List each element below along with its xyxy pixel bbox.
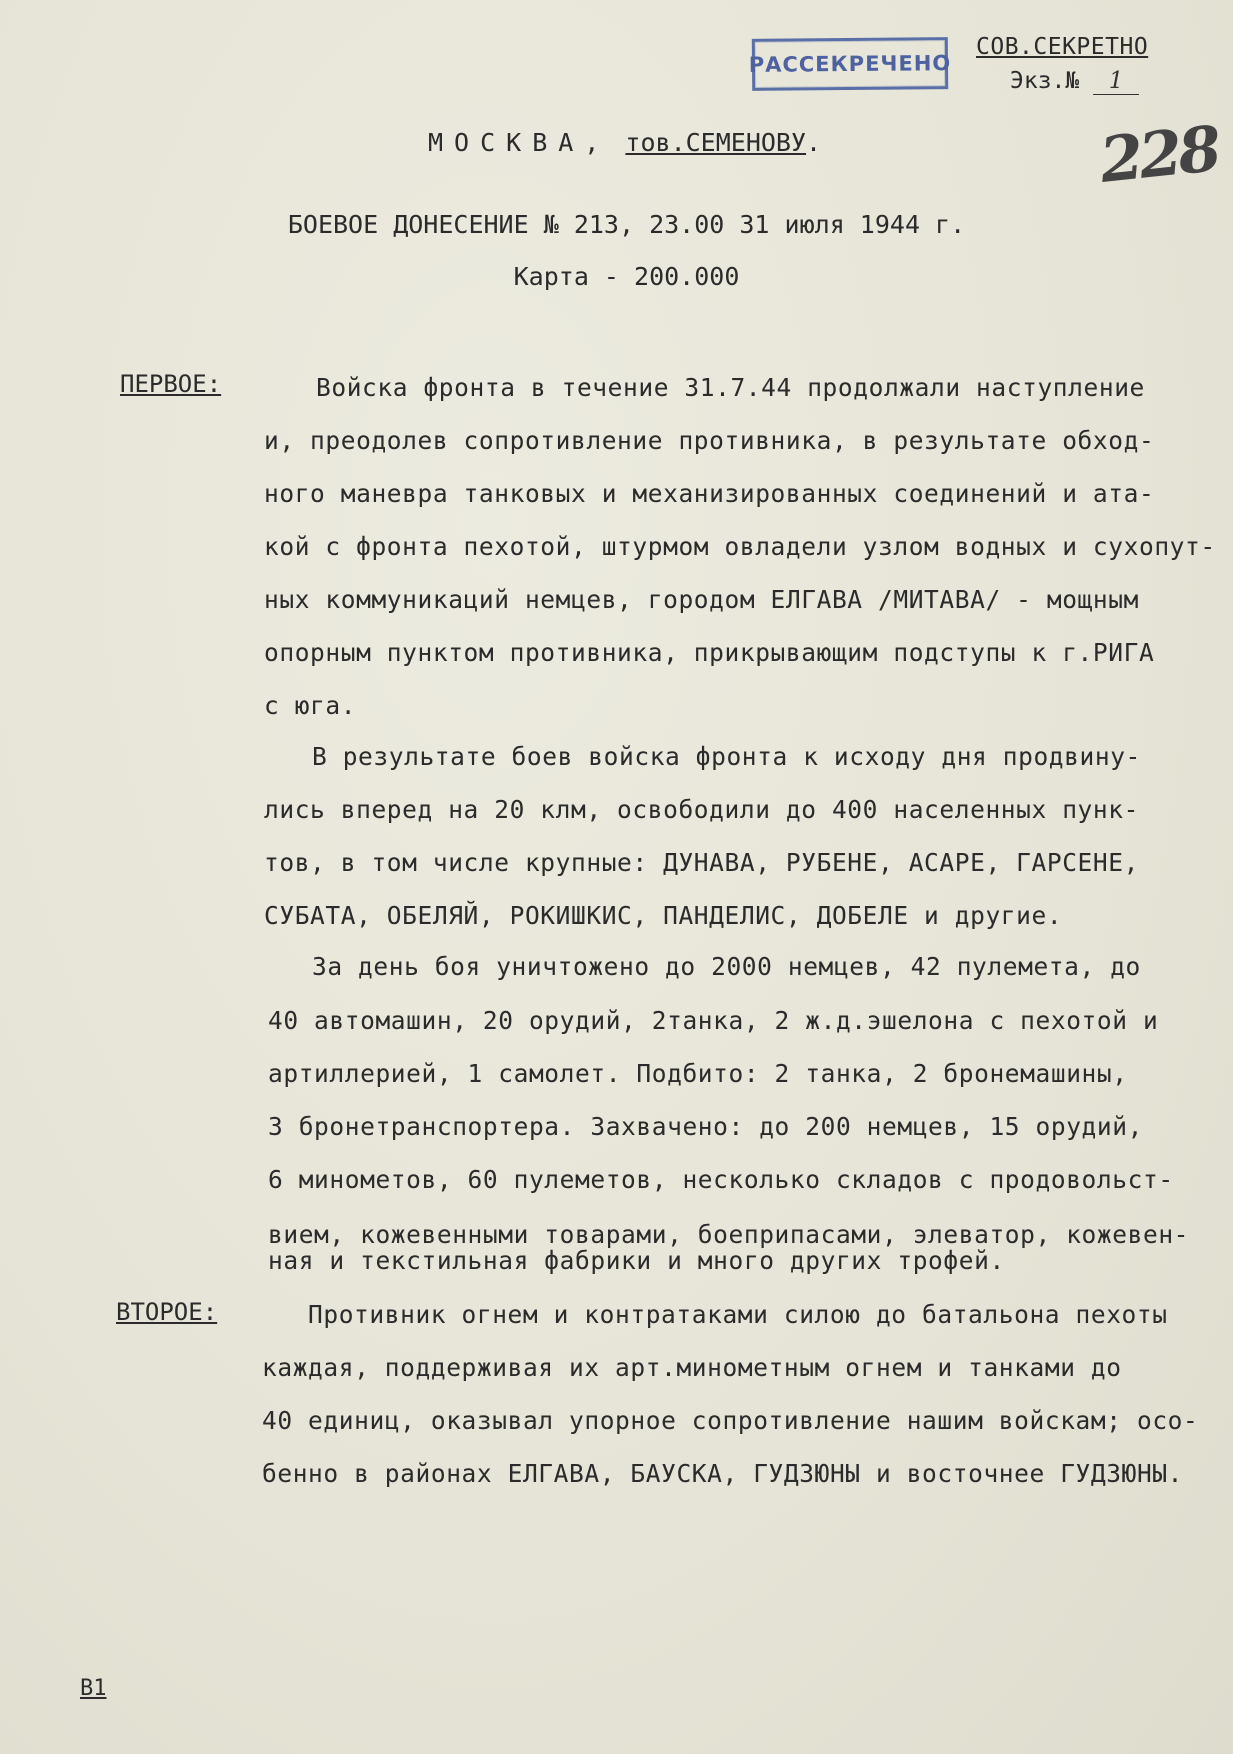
text-line: артиллерией, 1 самолет. Подбито: 2 танка, 2 бронемашины, <box>268 1059 1128 1088</box>
classification-mark: СОВ.СЕКРЕТНО <box>976 34 1149 60</box>
text-line: В результате боев войска фронта к исходу дня продвину- <box>312 742 1141 771</box>
copy-number-line <box>1010 68 1139 95</box>
text-line: За день боя уничтожено до 2000 немцев, 42 пулемета, до <box>312 952 1141 981</box>
copy-label: Экз.№ <box>1010 68 1080 94</box>
text-line: с юга. <box>264 691 357 720</box>
text-line: ная и текстильная фабрики и много других трофей. <box>268 1246 1005 1275</box>
text-line: Войска фронта в течение 31.7.44 продолжали наступление <box>316 373 1145 402</box>
addressee <box>428 128 821 157</box>
text-line: опорным пунктом противника, прикрывающим подступы к г.РИГА <box>264 638 1155 667</box>
text-line: ного маневра танковых и механизированных соединений и ата- <box>264 479 1155 508</box>
text-line: кой с фронта пехотой, штурмом овладели узлом водных и сухопут- <box>264 532 1216 561</box>
declassified-stamp: РАССЕКРЕЧЕНО <box>752 37 948 91</box>
addressee-person: тов.СЕМЕНОВУ <box>625 128 807 157</box>
text-line: каждая, поддерживая их арт.минометным огнем и танками до <box>262 1353 1122 1382</box>
map-reference: Карта - 200.000 <box>513 262 740 291</box>
text-line: вием, кожевенными товарами, боеприпасами, элеватор, кожевен- <box>268 1220 1190 1249</box>
text-line: Противник огнем и контратаками силою до батальона пехоты <box>308 1300 1168 1329</box>
text-line: 40 единиц, оказывал упорное сопротивление нашим войскам; осо- <box>262 1406 1199 1435</box>
text-line: 6 минометов, 60 пулеметов, несколько складов с продовольст- <box>268 1165 1174 1194</box>
text-line: тов, в том числе крупные: ДУНАВА, РУБЕНЕ, АСАРЕ, ГАРСЕНЕ, <box>264 848 1139 877</box>
addressee-period: . <box>806 128 822 157</box>
text-line: ных коммуникаций немцев, городом ЕЛГАВА /МИТАВА/ - мощным <box>264 585 1139 614</box>
text-line: бенно в районах ЕЛГАВА, БАУСКА, ГУДЗЮНЫ и восточнее ГУДЗЮНЫ. <box>262 1459 1184 1488</box>
handwritten-page-number: 228 <box>1096 112 1221 197</box>
text-line: 3 бронетранспортера. Захвачено: до 200 немцев, 15 орудий, <box>268 1112 1143 1141</box>
document-title: БОЕВОЕ ДОНЕСЕНИЕ № 213, 23.00 31 июля 1944 г. <box>287 210 966 239</box>
text-line: СУБАТА, ОБЕЛЯЙ, РОКИШКИС, ПАНДЕЛИС, ДОБЕЛЕ и другие. <box>264 901 1063 930</box>
text-line: лись вперед на 20 клм, освободили до 400 населенных пунк- <box>264 795 1139 824</box>
section-label-second: ВТОРОЕ: <box>116 1298 218 1326</box>
section-label-first: ПЕРВОЕ: <box>120 370 222 398</box>
text-line: и, преодолев сопротивление противника, в результате обход- <box>264 426 1155 455</box>
copy-number: 1 <box>1093 68 1139 95</box>
footer-mark: В1 <box>80 1676 107 1701</box>
text-line: 40 автомашин, 20 орудий, 2танка, 2 ж.д.эшелона с пехотой и <box>268 1006 1159 1035</box>
addressee-city: МОСКВА, <box>428 128 611 157</box>
